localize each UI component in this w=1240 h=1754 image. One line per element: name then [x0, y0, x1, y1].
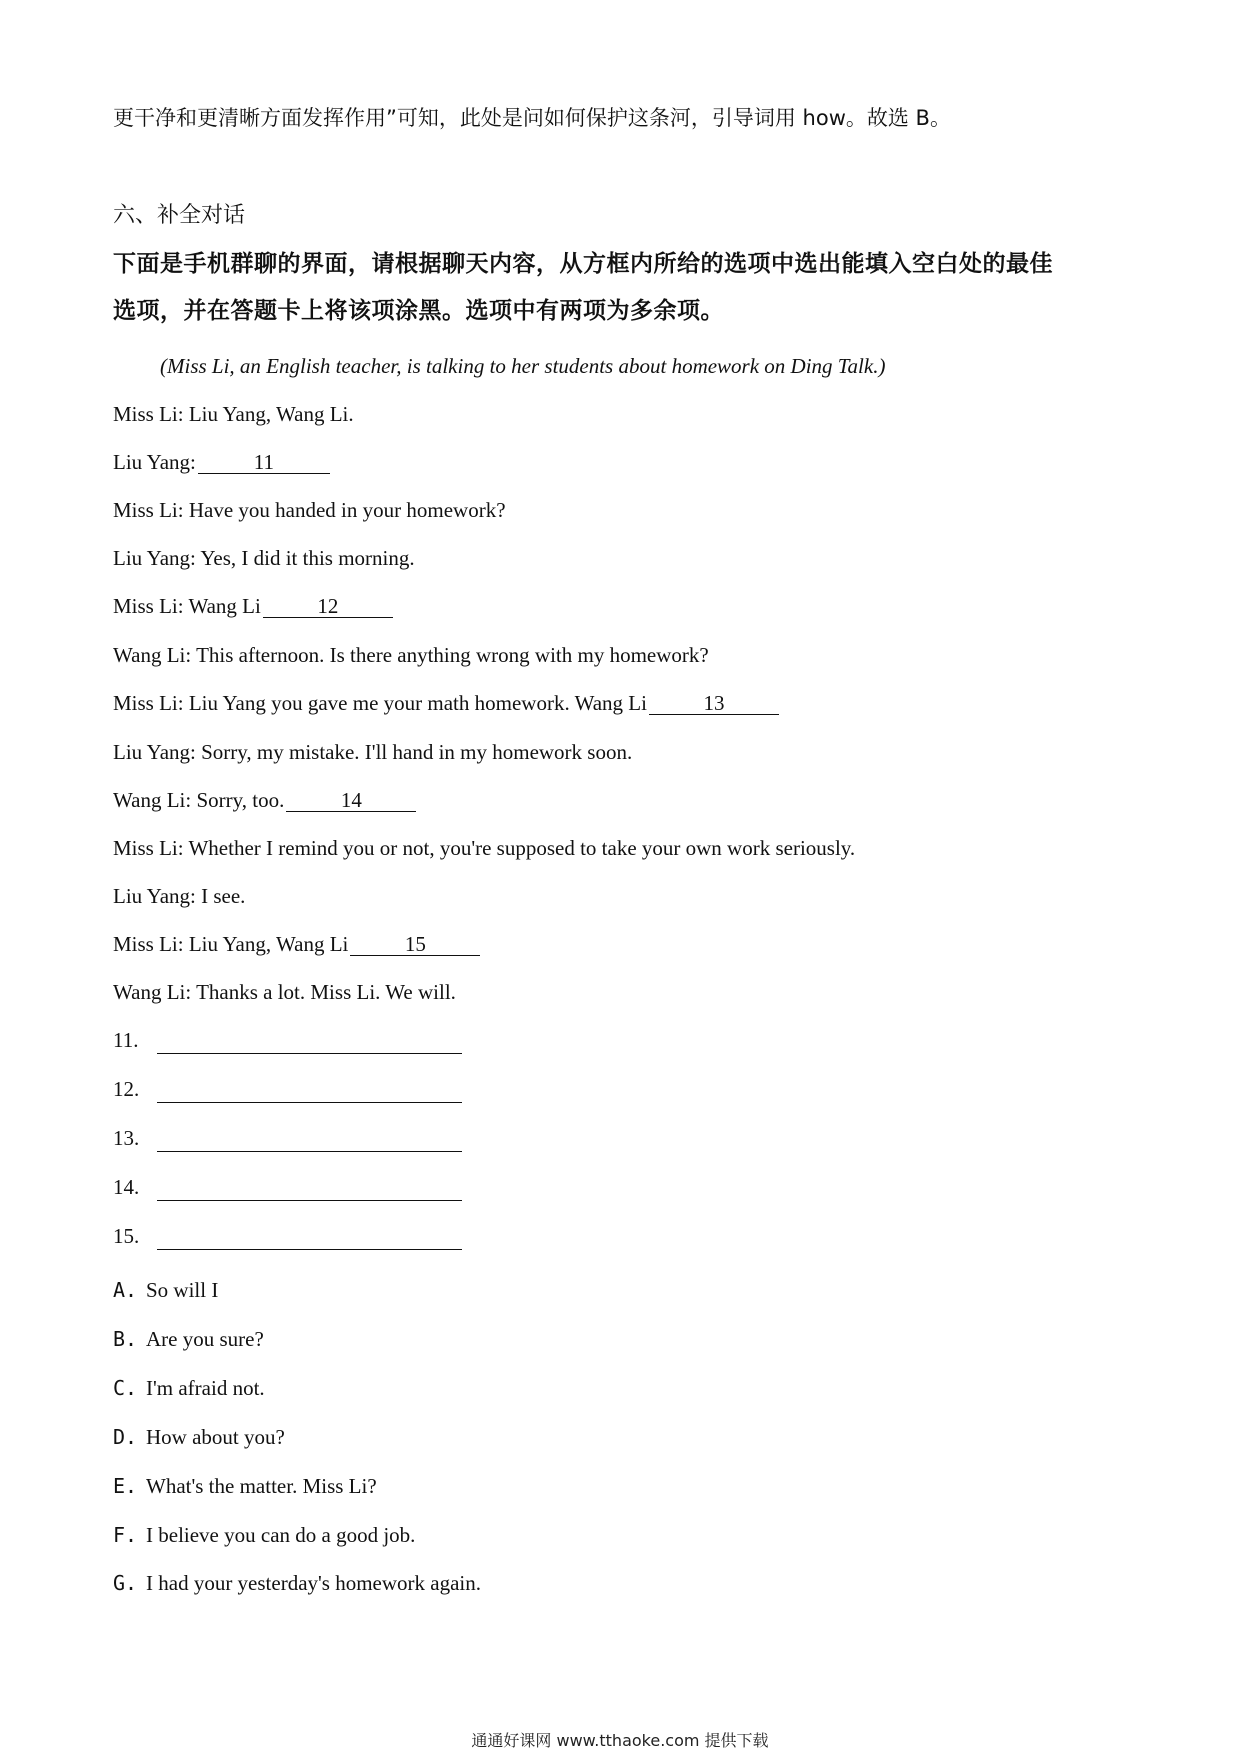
dialogue-line	[113, 738, 632, 766]
instruction-line-2: 选项，并在答题卡上将该项涂黑。选项中有两项为多余项。	[113, 298, 724, 324]
answer-number: 11.	[113, 1028, 139, 1052]
dialogue-line	[113, 544, 415, 572]
answer-field-12[interactable]	[157, 1080, 462, 1103]
option-text: I'm afraid not.	[146, 1376, 265, 1400]
dialogue-text: Liu Yang: Sorry, my mistake. I'll hand in my homework soon.	[113, 740, 633, 764]
answer-blank-14[interactable]: 14	[286, 787, 416, 812]
answer-blank-15[interactable]: 15	[350, 931, 480, 956]
dialogue-line	[113, 978, 456, 1006]
answer-field-13[interactable]	[157, 1129, 462, 1152]
option-text: I believe you can do a good job.	[146, 1523, 416, 1547]
option-letter: A.	[113, 1278, 138, 1302]
dialogue-line	[113, 592, 393, 620]
option-d[interactable]	[113, 1423, 285, 1451]
option-letter: E.	[113, 1474, 138, 1498]
dialogue-line	[113, 689, 779, 717]
option-a[interactable]	[113, 1276, 218, 1304]
answer-line-12	[113, 1075, 462, 1103]
explanation-text: 更干净和更清晰方面发挥作用”可知，此处是问如何保护这条河，引导词用 how。故选 B。	[113, 106, 951, 130]
dialogue-line	[113, 496, 506, 524]
scene-description: (Miss Li, an English teacher, is talking to her students about homework on Ding Talk.)	[160, 354, 886, 378]
answer-number: 13.	[113, 1126, 140, 1150]
answer-line-15	[113, 1222, 462, 1250]
answer-field-11[interactable]	[157, 1031, 462, 1054]
dialogue-line	[113, 786, 416, 814]
dialogue-text: Liu Yang: I see.	[113, 884, 246, 908]
option-text: So will I	[146, 1278, 219, 1302]
section-title: 六、补全对话	[113, 203, 246, 228]
dialogue-text: Liu Yang:	[113, 450, 196, 474]
option-letter: C.	[113, 1376, 138, 1400]
answer-field-15[interactable]	[157, 1227, 462, 1250]
dialogue-line	[113, 641, 709, 669]
dialogue-text: Miss Li: Liu Yang, Wang Li.	[113, 402, 354, 426]
option-g[interactable]	[113, 1569, 481, 1597]
dialogue-line	[113, 930, 480, 958]
dialogue-line	[113, 882, 245, 910]
dialogue-line	[113, 834, 855, 862]
dialogue-text: Miss Li: Liu Yang you gave me your math homework. Wang Li	[113, 691, 647, 715]
answer-line-11	[113, 1026, 462, 1054]
dialogue-text: Miss Li: Have you handed in your homework?	[113, 498, 506, 522]
option-letter: G.	[113, 1571, 138, 1595]
dialogue-text: Miss Li: Liu Yang, Wang Li	[113, 932, 349, 956]
answer-number: 12.	[113, 1077, 140, 1101]
option-e[interactable]	[113, 1472, 377, 1500]
answer-line-13	[113, 1124, 462, 1152]
dialogue-text: Miss Li: Wang Li	[113, 594, 261, 618]
option-letter: F.	[113, 1523, 138, 1547]
dialogue-text: Wang Li: This afternoon. Is there anything wrong with my homework?	[113, 643, 709, 667]
dialogue-text: Miss Li: Whether I remind you or not, you're supposed to take your own work seriously.	[113, 836, 856, 860]
page-footer: 通通好课网 www.tthaoke.com 提供下载	[471, 1731, 769, 1750]
option-b[interactable]	[113, 1325, 264, 1353]
option-f[interactable]	[113, 1521, 415, 1549]
answer-field-14[interactable]	[157, 1178, 462, 1201]
answer-blank-13[interactable]: 13	[649, 690, 779, 715]
answer-number: 15.	[113, 1224, 140, 1248]
dialogue-text: Liu Yang: Yes, I did it this morning.	[113, 546, 415, 570]
dialogue-text: Wang Li: Thanks a lot. Miss Li. We will.	[113, 980, 456, 1004]
option-text: Are you sure?	[146, 1327, 264, 1351]
answer-blank-12[interactable]: 12	[263, 593, 393, 618]
option-text: What's the matter. Miss Li?	[146, 1474, 377, 1498]
dialogue-text: Wang Li: Sorry, too.	[113, 788, 285, 812]
option-letter: B.	[113, 1327, 138, 1351]
answer-line-14	[113, 1173, 462, 1201]
dialogue-line	[113, 400, 354, 428]
answer-blank-11[interactable]: 11	[198, 449, 330, 474]
option-c[interactable]	[113, 1374, 265, 1402]
instruction-line-1: 下面是手机群聊的界面，请根据聊天内容，从方框内所给的选项中选出能填入空白处的最佳	[113, 251, 1053, 277]
answer-number: 14.	[113, 1175, 140, 1199]
option-letter: D.	[113, 1425, 138, 1449]
option-text: How about you?	[146, 1425, 285, 1449]
option-text: I had your yesterday's homework again.	[146, 1571, 482, 1595]
dialogue-line	[113, 448, 330, 476]
